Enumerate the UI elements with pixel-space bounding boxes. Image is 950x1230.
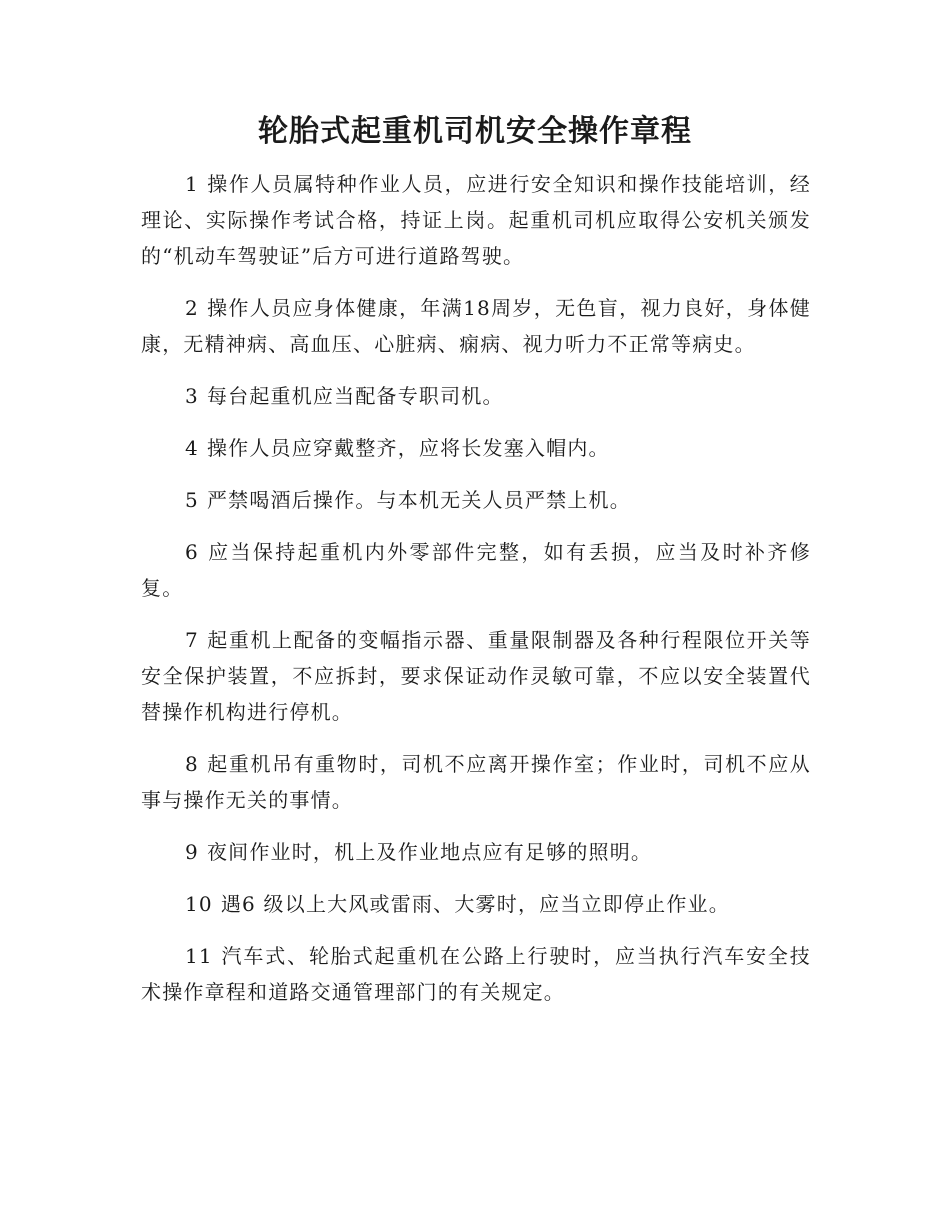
paragraph-text: 起重机上配备的变幅指示器、重量限制器及各种行程限位开关等安全保护装置，不应拆封，要求保证动作灵敏可靠，不应以安全装置代替操作机构进行停机。 <box>141 628 811 724</box>
paragraph-number: 3 <box>185 384 199 408</box>
paragraph-1 <box>141 166 811 274</box>
paragraph-5 <box>141 482 811 518</box>
paragraph-number: 1 <box>185 172 199 196</box>
paragraph-2 <box>141 290 811 362</box>
paragraph-text: 应当保持起重机内外零部件完整，如有丢损，应当及时补齐修复。 <box>141 540 811 600</box>
paragraph-text: 操作人员应身体健康，年满18周岁，无色盲，视力良好，身体健康，无精神病、高血压、心脏病、痫病、视力听力不正常等病史。 <box>141 296 811 356</box>
document-title: 轮胎式起重机司机安全操作章程 <box>258 114 692 149</box>
paragraph-text: 严禁喝酒后操作。与本机无关人员严禁上机。 <box>206 488 631 512</box>
paragraph-number: 8 <box>185 752 199 776</box>
paragraph-number: 11 <box>185 944 213 968</box>
paragraph-text: 起重机吊有重物时，司机不应离开操作室；作业时，司机不应从事与操作无关的事情。 <box>141 752 811 812</box>
paragraph-text: 夜间作业时，机上及作业地点应有足够的照明。 <box>206 840 653 864</box>
paragraph-number: 5 <box>185 488 199 512</box>
paragraph-4 <box>141 430 811 466</box>
paragraph-number: 6 <box>185 540 199 564</box>
paragraph-text: 操作人员应穿戴整齐，应将长发塞入帽内。 <box>206 436 610 460</box>
paragraph-6 <box>141 534 811 606</box>
paragraph-10 <box>141 886 811 922</box>
paragraph-9 <box>141 834 811 870</box>
paragraph-number: 4 <box>185 436 199 460</box>
paragraph-11 <box>141 938 811 1010</box>
paragraph-text: 遇6 级以上大风或雷雨、大雾时，应当立即停止作业。 <box>220 892 730 916</box>
paragraph-number: 7 <box>185 628 199 652</box>
paragraph-text: 汽车式、轮胎式起重机在公路上行驶时，应当执行汽车安全技术操作章程和道路交通管理部门的有关规定。 <box>141 944 811 1004</box>
paragraph-number: 9 <box>185 840 199 864</box>
paragraph-8 <box>141 746 811 818</box>
paragraph-7 <box>141 622 811 730</box>
document-body <box>141 166 811 1026</box>
paragraph-number: 2 <box>185 296 199 320</box>
paragraph-text: 操作人员属特种作业人员，应进行安全知识和操作技能培训，经理论、实际操作考试合格，持证上岗。起重机司机应取得公安机关颁发的“机动车驾驶证”后方可进行道路驾驶。 <box>141 172 811 268</box>
paragraph-number: 10 <box>185 892 213 916</box>
paragraph-text: 每台起重机应当配备专职司机。 <box>206 384 504 408</box>
paragraph-3 <box>141 378 811 414</box>
